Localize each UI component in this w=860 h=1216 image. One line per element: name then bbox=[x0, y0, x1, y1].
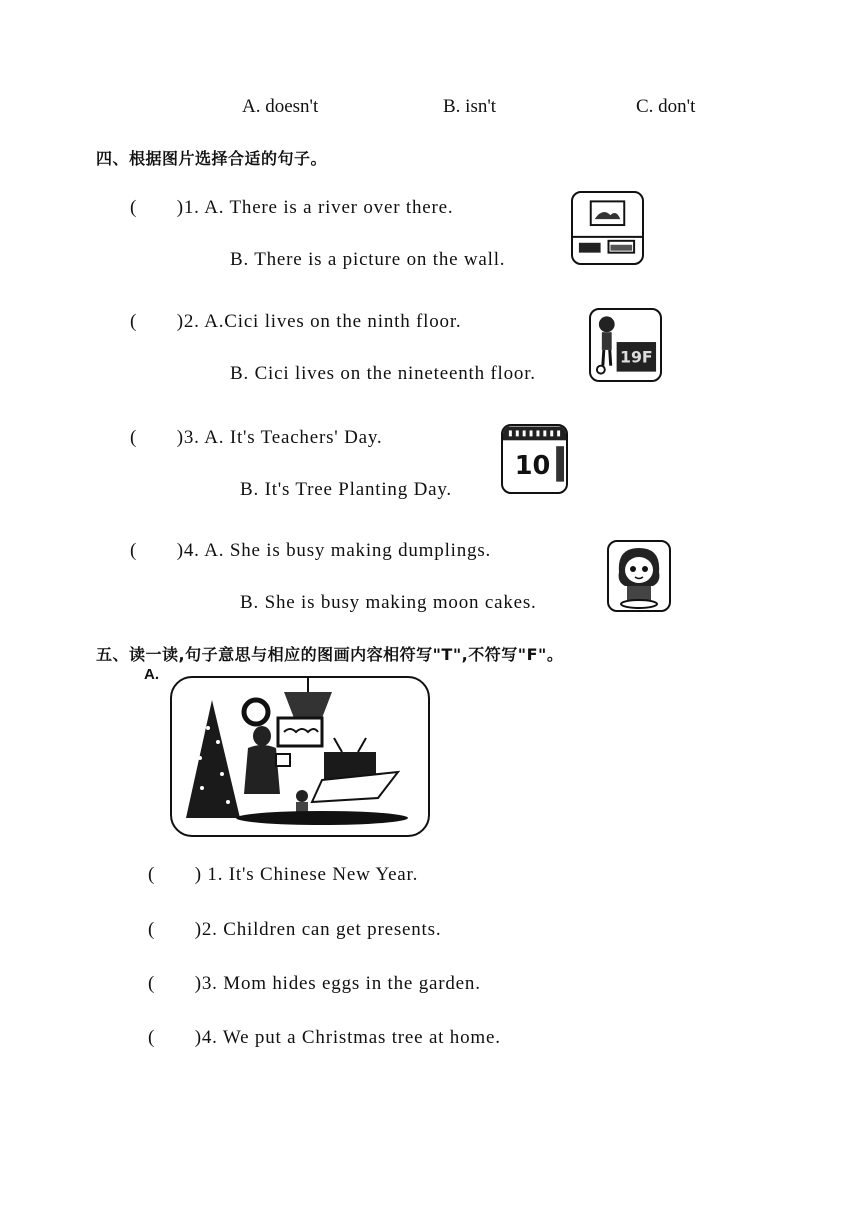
option-a: A. doesn't bbox=[242, 96, 319, 117]
floor-sign-text: 19F bbox=[619, 347, 653, 367]
s4-item4-line-a: ( )4. A. She is busy making dumplings. bbox=[130, 540, 492, 561]
s5-item4: ( )4. We put a Christmas tree at home. bbox=[148, 1027, 501, 1048]
calendar-icon bbox=[501, 424, 568, 494]
section4-heading: 四、根据图片选择合适的句子。 bbox=[96, 149, 328, 168]
s5-item1: ( ) 1. It's Chinese New Year. bbox=[148, 864, 419, 885]
s4-item4-line-b: B. She is busy making moon cakes. bbox=[240, 592, 537, 613]
s4-item1-line-a: ( )1. A. There is a river over there. bbox=[130, 197, 454, 218]
s4-item3-line-b: B. It's Tree Planting Day. bbox=[240, 479, 452, 500]
section5-heading: 五、读一读,句子意思与相应的图画内容相符写"T",不符写"F"。 bbox=[96, 645, 564, 664]
christmas-scene-picture bbox=[170, 676, 430, 837]
floor-sign-icon bbox=[589, 308, 662, 382]
option-b: B. isn't bbox=[443, 96, 497, 117]
s4-item1-line-b: B. There is a picture on the wall. bbox=[230, 249, 506, 270]
s5-item3: ( )3. Mom hides eggs in the garden. bbox=[148, 973, 481, 994]
option-c: C. don't bbox=[636, 96, 696, 117]
s4-item2-line-b: B. Cici lives on the nineteenth floor. bbox=[230, 363, 536, 384]
s4-item3-line-a: ( )3. A. It's Teachers' Day. bbox=[130, 427, 383, 448]
picture-label: A. bbox=[144, 666, 159, 683]
s4-item2-line-a: ( )2. A.Cici lives on the ninth floor. bbox=[130, 311, 462, 332]
s5-item2: ( )2. Children can get presents. bbox=[148, 919, 442, 940]
picture-on-wall-icon bbox=[571, 191, 644, 265]
girl-cooking-icon bbox=[607, 540, 671, 612]
calendar-date: 10 bbox=[514, 450, 551, 481]
